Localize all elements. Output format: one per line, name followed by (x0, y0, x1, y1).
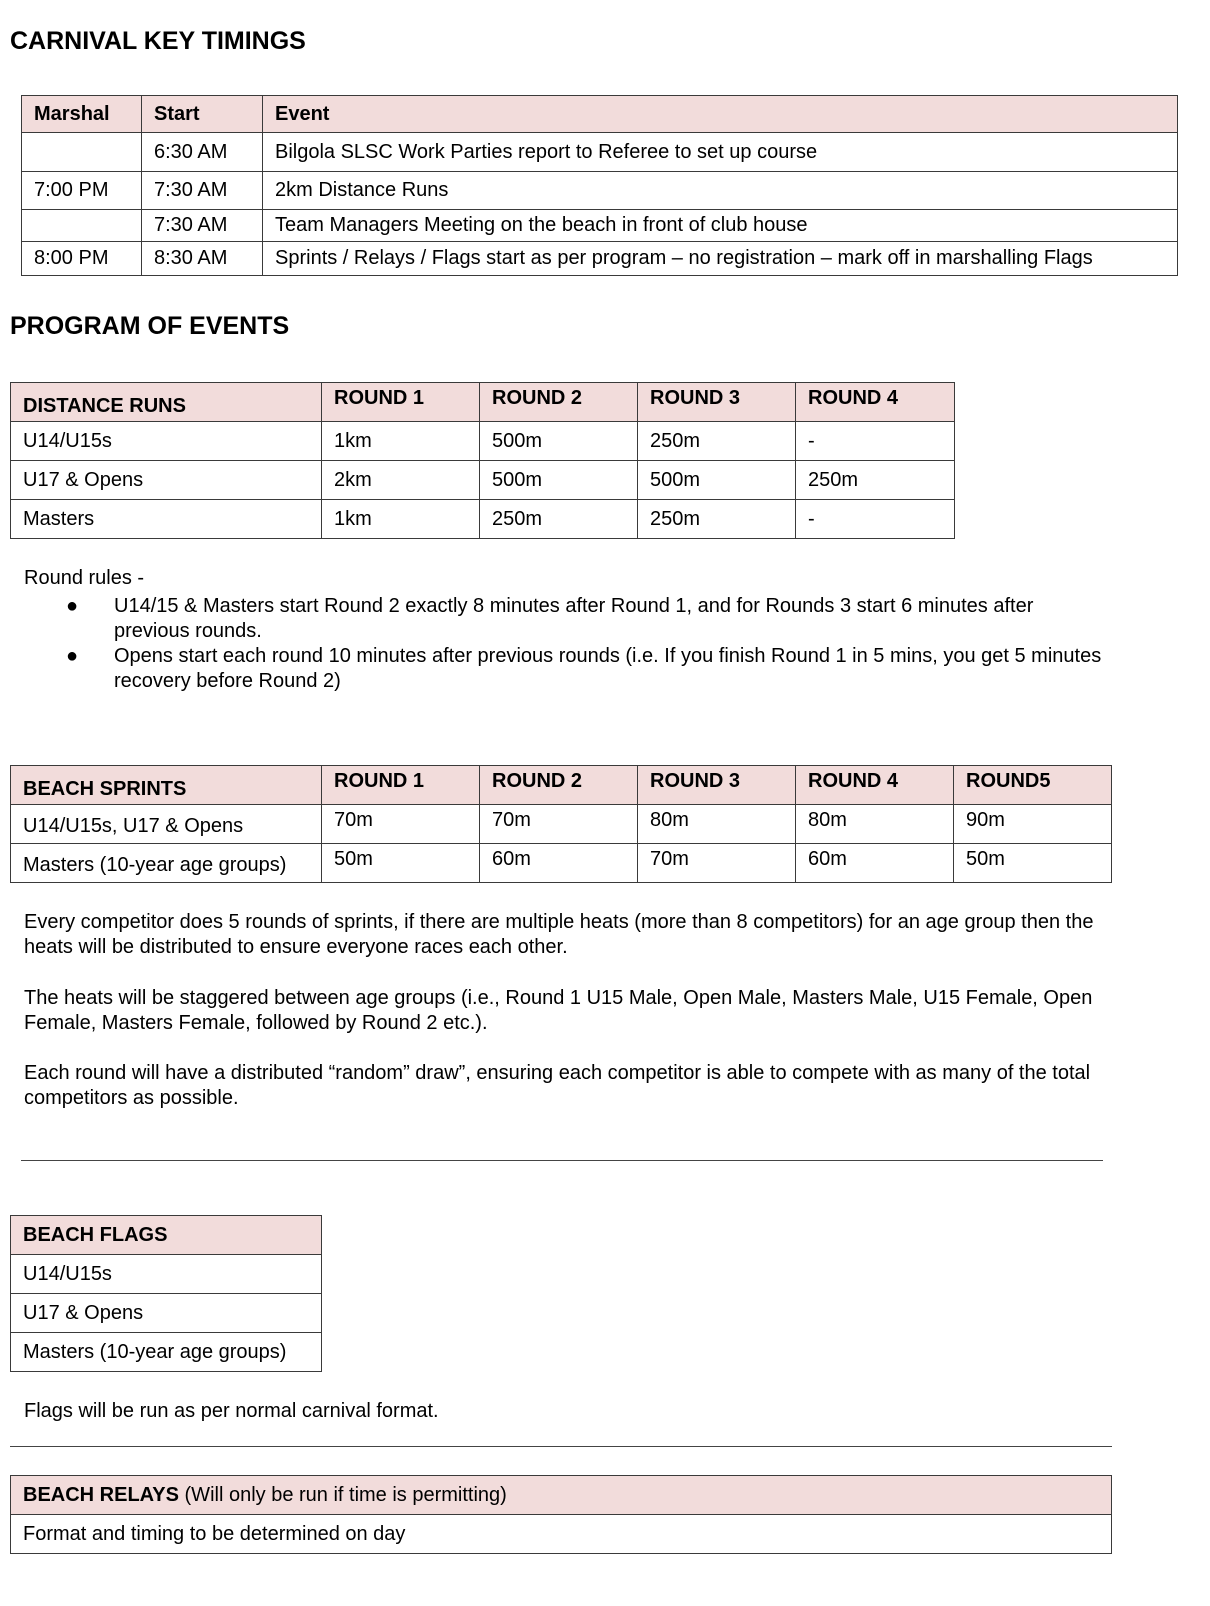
bullet-icon: ● (66, 595, 79, 617)
distance-cell: 70m (480, 805, 638, 844)
distance-cell: 50m (954, 844, 1112, 883)
beach-sprints-header-row (11, 766, 1112, 805)
header-round-4: ROUND 4 (796, 383, 955, 422)
event-cell: 2km Distance Runs (263, 172, 1178, 210)
sprints-paragraph: Every competitor does 5 rounds of sprints, if there are multiple heats (more than 8 competitors) for an age group then the heats will be distributed to ensure everyone races each other. (24, 911, 1094, 958)
distance-cell: 1km (322, 500, 480, 539)
rule-text: Opens start each round 10 minutes after previous rounds (i.e. If you finish Round 1 in 5 mins, you get 5 minutes recovery before Round 2) (114, 645, 1102, 692)
age-group-cell: Masters (11, 500, 322, 539)
header-round-4: ROUND 4 (796, 766, 954, 805)
table-row (11, 805, 1112, 844)
distance-cell: 250m (480, 500, 638, 539)
key-timings-heading: CARNIVAL KEY TIMINGS (10, 27, 306, 55)
header-round-1: ROUND 1 (322, 383, 480, 422)
header-round-5: ROUND5 (954, 766, 1112, 805)
sprints-paragraph: Each round will have a distributed “random” draw”, ensuring each competitor is able to compete with as many of the total competitors as possible. (24, 1062, 1091, 1109)
distance-cell: 250m (796, 461, 955, 500)
relays-format-cell: Format and timing to be determined on day (11, 1515, 1112, 1554)
beach-relays-condition: (Will only be run if time is permitting) (178, 1483, 507, 1506)
event-cell: Team Managers Meeting on the beach in front of club house (263, 210, 1178, 242)
table-row (11, 1255, 322, 1294)
header-round-2: ROUND 2 (480, 766, 638, 805)
header-beach-relays (11, 1476, 1112, 1515)
distance-cell: 80m (638, 805, 796, 844)
header-start: Start (142, 96, 263, 133)
start-cell: 6:30 AM (142, 133, 263, 172)
marshal-cell: 8:00 PM (22, 242, 142, 276)
beach-flags-table (10, 1215, 322, 1372)
distance-cell: 250m (638, 500, 796, 539)
start-cell: 8:30 AM (142, 242, 263, 276)
list-item (24, 594, 1104, 644)
header-round-3: ROUND 3 (638, 766, 796, 805)
age-group-cell: U14/U15s (11, 422, 322, 461)
marshal-cell (22, 210, 142, 242)
beach-sprints-table (10, 765, 1112, 883)
distance-cell: 70m (638, 844, 796, 883)
header-beach-flags: BEACH FLAGS (11, 1216, 322, 1255)
age-group-cell: Masters (10-year age groups) (11, 1333, 322, 1372)
start-cell: 7:30 AM (142, 172, 263, 210)
distance-cell: 250m (638, 422, 796, 461)
table-row (11, 1515, 1112, 1554)
distance-cell: 70m (322, 805, 480, 844)
marshal-cell (22, 133, 142, 172)
table-row (11, 1294, 322, 1333)
header-beach-sprints: BEACH SPRINTS (11, 766, 322, 805)
distance-runs-header-row (11, 383, 955, 422)
table-row (11, 1333, 322, 1372)
bullet-icon: ● (66, 645, 79, 667)
beach-relays-header-row (11, 1476, 1112, 1515)
distance-cell: - (796, 500, 955, 539)
age-group-cell: U14/U15s, U17 & Opens (11, 805, 322, 844)
age-group-cell: U14/U15s (11, 1255, 322, 1294)
key-timings-table (21, 95, 1178, 276)
distance-runs-table (10, 382, 955, 539)
distance-cell: 500m (638, 461, 796, 500)
distance-cell: 1km (322, 422, 480, 461)
beach-relays-title: BEACH RELAYS (23, 1483, 179, 1506)
age-group-cell: Masters (10-year age groups) (11, 844, 322, 883)
header-round-2: ROUND 2 (480, 383, 638, 422)
table-row (22, 210, 1178, 242)
distance-cell: 500m (480, 461, 638, 500)
header-marshal: Marshal (22, 96, 142, 133)
table-row (22, 242, 1178, 276)
event-cell: Sprints / Relays / Flags start as per program – no registration – mark off in marshalling Flags (263, 242, 1178, 276)
event-cell: Bilgola SLSC Work Parties report to Referee to set up course (263, 133, 1178, 172)
key-timings-header-row (22, 96, 1178, 133)
beach-flags-header-row (11, 1216, 322, 1255)
round-rules-title: Round rules - (24, 567, 145, 589)
age-group-cell: U17 & Opens (11, 461, 322, 500)
round-rules-list (24, 594, 1104, 694)
table-row (22, 172, 1178, 210)
distance-cell: 80m (796, 805, 954, 844)
divider (10, 1446, 1112, 1447)
divider (21, 1160, 1103, 1161)
sprints-paragraph: The heats will be staggered between age groups (i.e., Round 1 U15 Male, Open Male, Masters Male, U15 Female, Open Female, Masters Female, followed by Round 2 etc.). (24, 987, 1093, 1034)
distance-cell: 60m (796, 844, 954, 883)
distance-cell: 2km (322, 461, 480, 500)
table-row (11, 461, 955, 500)
header-event: Event (263, 96, 1178, 133)
header-distance-runs: DISTANCE RUNS (11, 383, 322, 422)
table-row (11, 844, 1112, 883)
start-cell: 7:30 AM (142, 210, 263, 242)
distance-cell: - (796, 422, 955, 461)
list-item (24, 644, 1104, 694)
distance-cell: 90m (954, 805, 1112, 844)
marshal-cell: 7:00 PM (22, 172, 142, 210)
flags-note: Flags will be run as per normal carnival format. (24, 1400, 439, 1422)
table-row (22, 133, 1178, 172)
header-round-3: ROUND 3 (638, 383, 796, 422)
rule-text: U14/15 & Masters start Round 2 exactly 8 minutes after Round 1, and for Rounds 3 start 6 minutes after previous rounds. (114, 595, 1034, 642)
header-round-1: ROUND 1 (322, 766, 480, 805)
table-row (11, 422, 955, 461)
program-heading: PROGRAM OF EVENTS (10, 312, 290, 340)
beach-relays-table (10, 1475, 1112, 1554)
table-row (11, 500, 955, 539)
distance-cell: 50m (322, 844, 480, 883)
distance-cell: 500m (480, 422, 638, 461)
distance-cell: 60m (480, 844, 638, 883)
age-group-cell: U17 & Opens (11, 1294, 322, 1333)
